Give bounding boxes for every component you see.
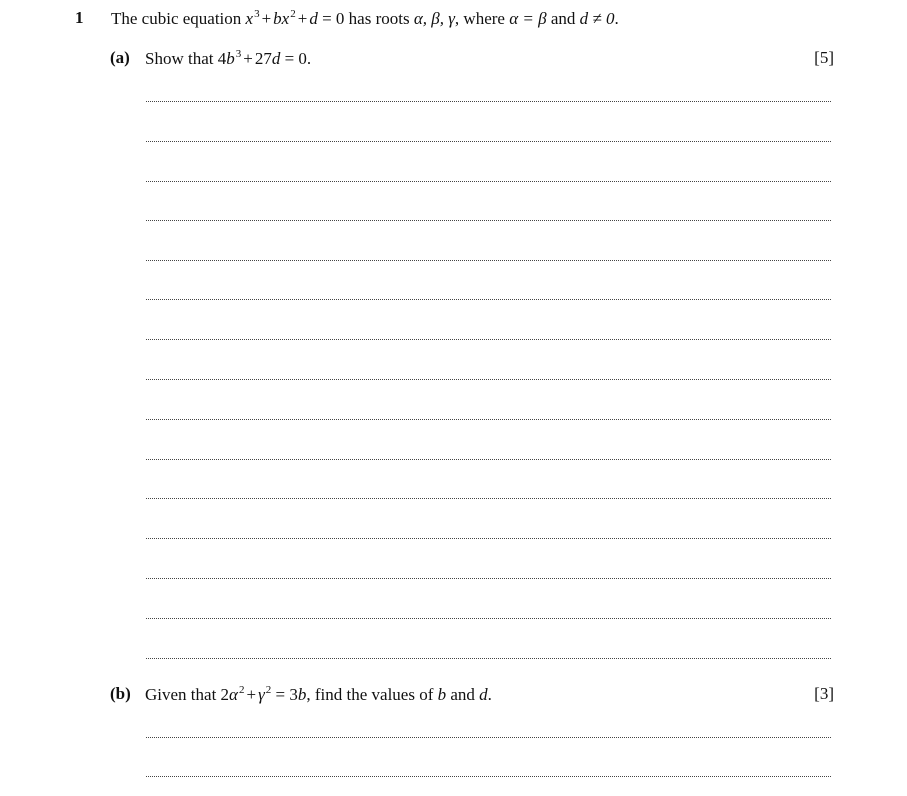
answer-line[interactable]	[146, 141, 831, 142]
answer-line[interactable]	[146, 776, 831, 777]
part-b-marks: [3]	[814, 684, 834, 703]
answer-line[interactable]	[146, 498, 831, 499]
question-stem: The cubic equation $x^3 + bx^2 + d = 0$ has roots α, β, γ, where α = β and d ≠ 0.	[111, 8, 619, 28]
part-b-text: Given that $2\alpha^2 + \gamma^2 = 3b$, find the values of b and d.	[145, 684, 492, 704]
part-a-marks: [5]	[814, 48, 834, 67]
answer-line[interactable]	[146, 658, 831, 659]
question-number: 1	[75, 8, 84, 27]
answer-line[interactable]	[146, 339, 831, 340]
part-b-label: (b)	[110, 684, 131, 703]
answer-line[interactable]	[146, 419, 831, 420]
answer-line[interactable]	[146, 538, 831, 539]
answer-line[interactable]	[146, 578, 831, 579]
answer-line[interactable]	[146, 379, 831, 380]
part-a-text: Show that $4b^3 + 27d = 0$.	[145, 48, 312, 68]
answer-line[interactable]	[146, 101, 831, 102]
answer-line[interactable]	[146, 618, 831, 619]
part-a-label: (a)	[110, 48, 130, 67]
answer-line[interactable]	[146, 459, 831, 460]
answer-line[interactable]	[146, 220, 831, 221]
answer-line[interactable]	[146, 299, 831, 300]
answer-line[interactable]	[146, 737, 831, 738]
answer-line[interactable]	[146, 181, 831, 182]
answer-line[interactable]	[146, 260, 831, 261]
